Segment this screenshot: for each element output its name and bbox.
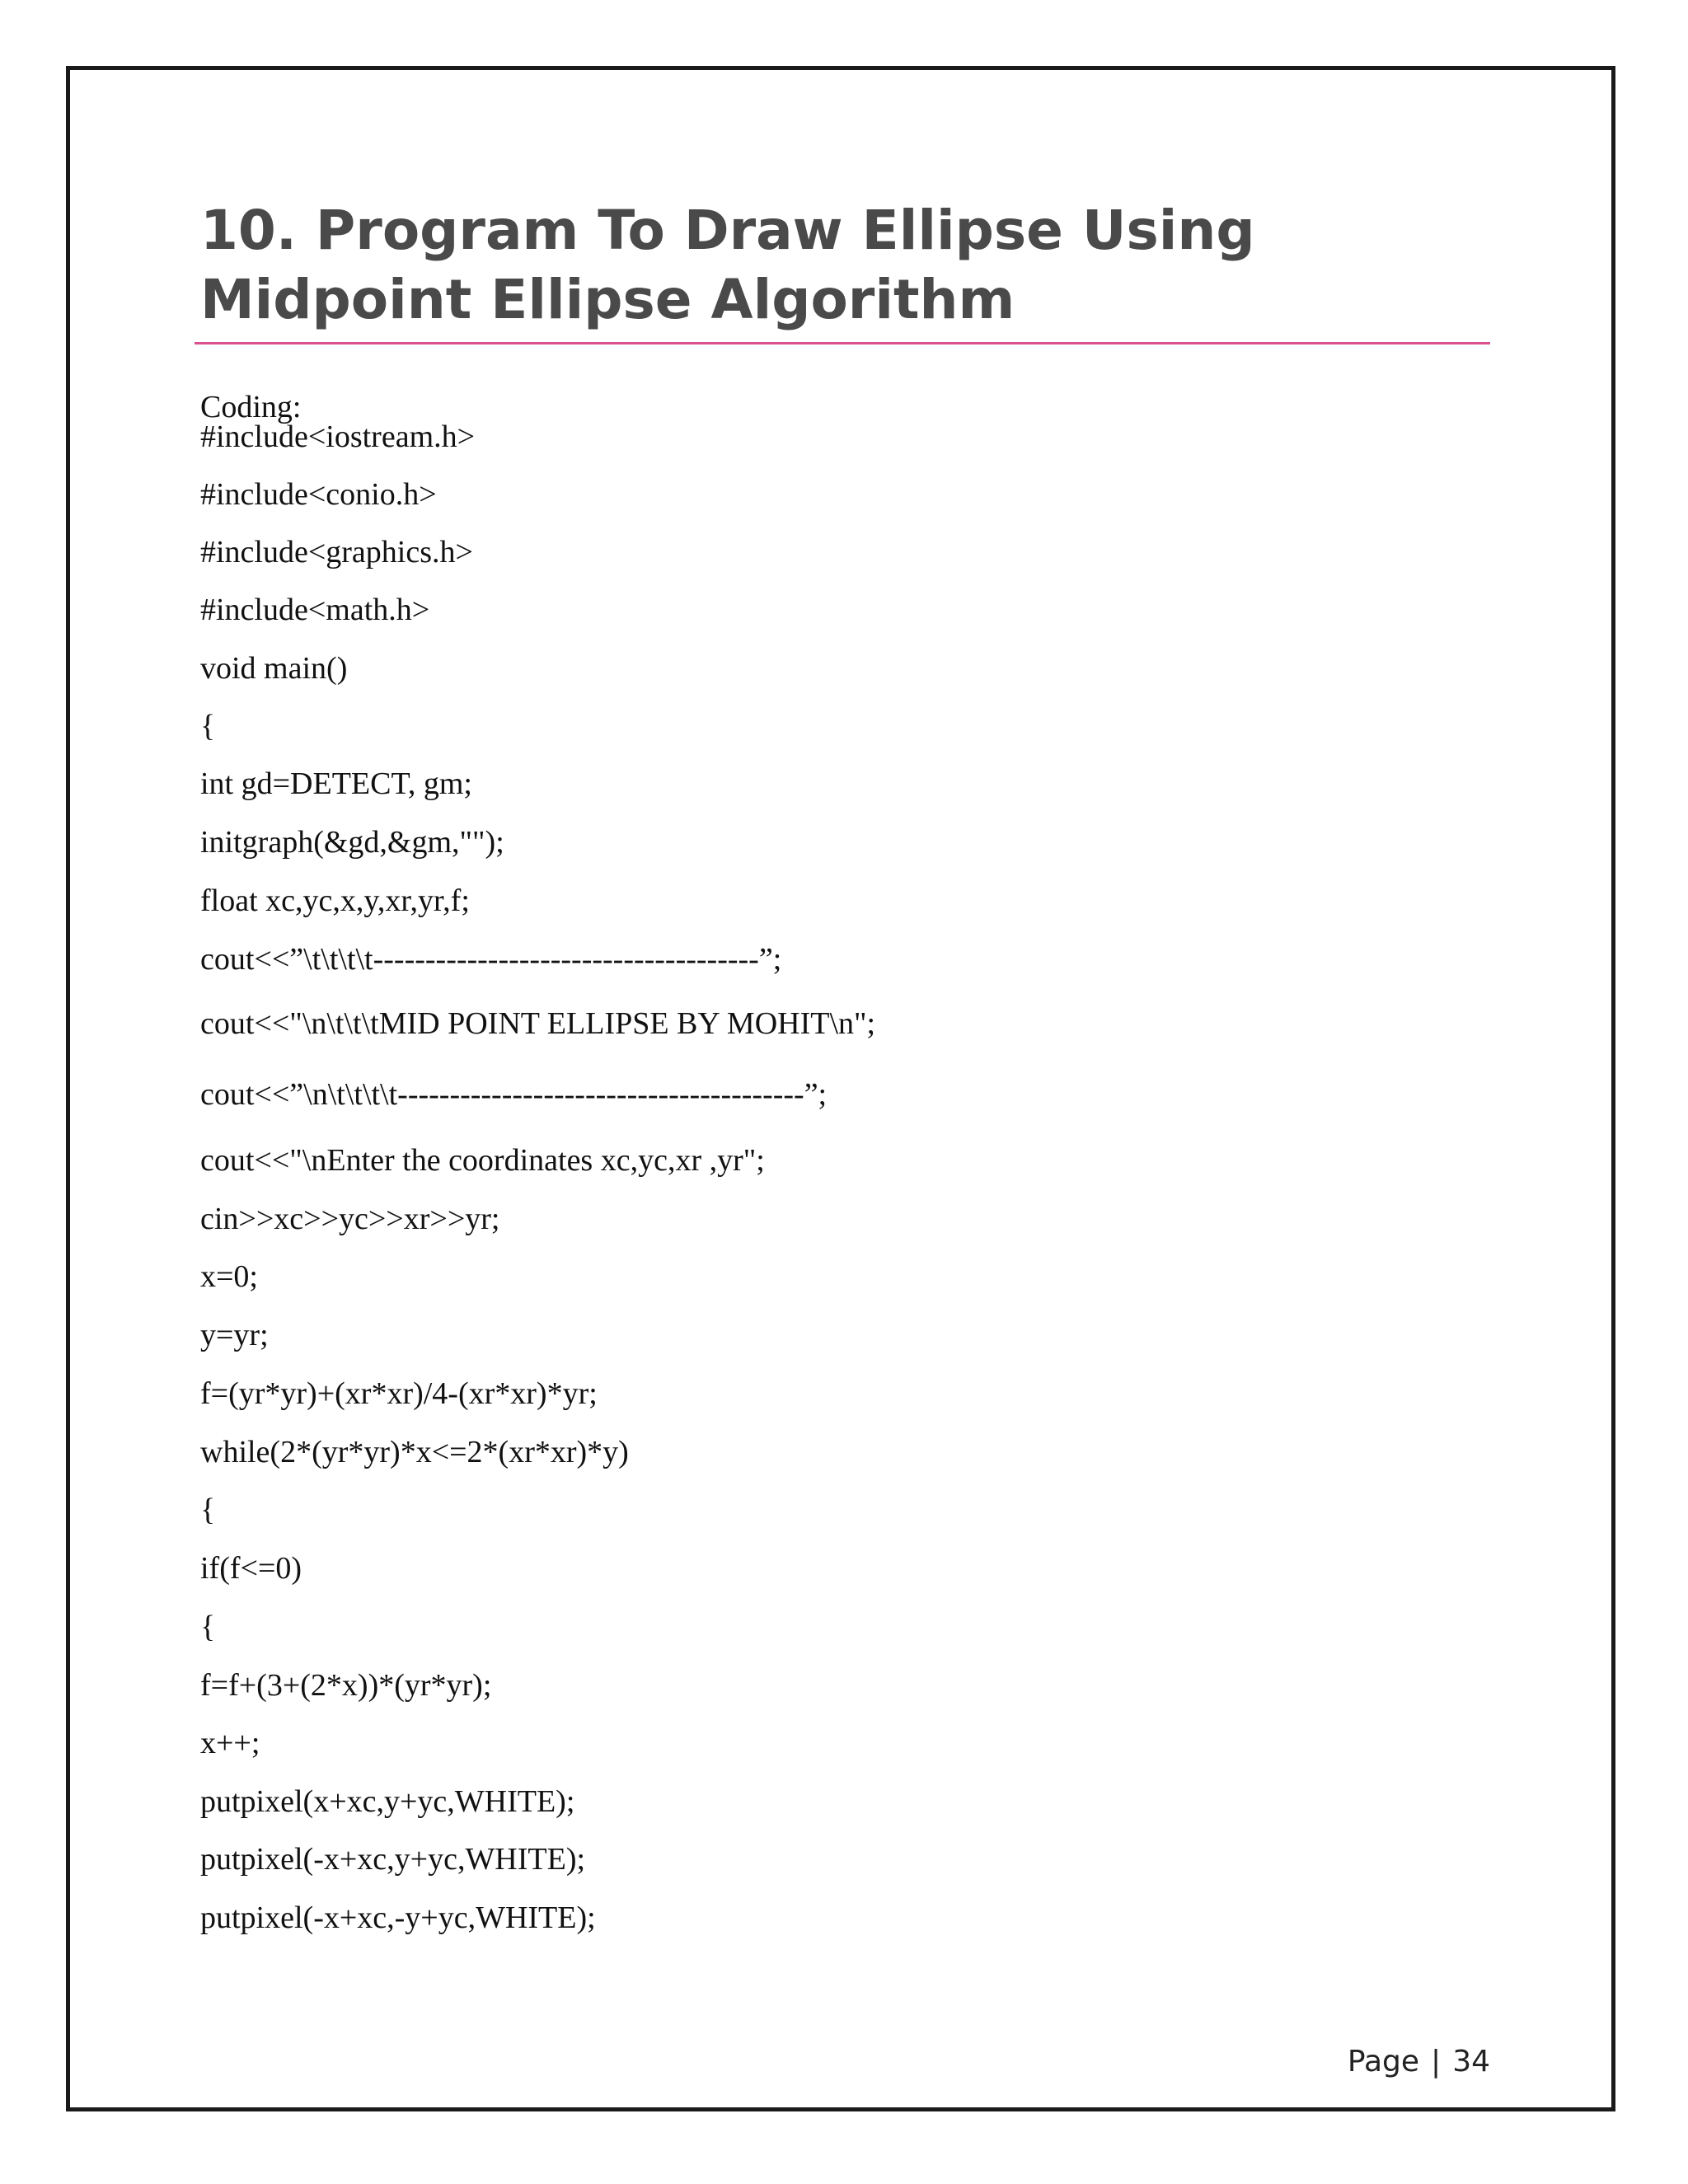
code-line: y=yr; xyxy=(200,1318,269,1352)
page-label: Page xyxy=(1347,2045,1420,2079)
code-line: #include<graphics.h> xyxy=(200,535,473,569)
page-separator: | xyxy=(1431,2045,1442,2079)
code-line: cout<<”\n\t\t\t\t---------------------------------------”; xyxy=(200,1077,828,1112)
code-line: void main() xyxy=(200,651,348,686)
page-number: 34 xyxy=(1452,2045,1490,2079)
code-line: cout<<"\nEnter the coordinates xc,yc,xr ,yr"; xyxy=(200,1143,765,1178)
code-line: #include<math.h> xyxy=(200,593,430,627)
code-line: putpixel(x+xc,y+yc,WHITE); xyxy=(200,1784,575,1819)
page-title: 10. Program To Draw Ellipse Using Midpoint Ellipse Algorithm xyxy=(200,199,1255,331)
coding-label: Coding: xyxy=(200,390,302,424)
code-line: x++; xyxy=(200,1726,260,1760)
code-line: #include<conio.h> xyxy=(200,477,437,512)
code-line: putpixel(-x+xc,-y+yc,WHITE); xyxy=(200,1900,596,1935)
code-line: while(2*(yr*yr)*x<=2*(xr*xr)*y) xyxy=(200,1435,629,1469)
code-line: cout<<”\t\t\t\t-------------------------------------”; xyxy=(200,942,782,977)
code-line: x=0; xyxy=(200,1259,258,1294)
code-line: int gd=DETECT, gm; xyxy=(200,766,472,801)
code-line: float xc,yc,x,y,xr,yr,f; xyxy=(200,883,470,918)
code-line: cin>>xc>>yc>>xr>>yr; xyxy=(200,1202,500,1236)
code-line: { xyxy=(200,1610,216,1644)
code-line: cout<<"\n\t\t\tMID POINT ELLIPSE BY MOHIT\n"; xyxy=(200,1006,876,1041)
code-line: #include<iostream.h> xyxy=(200,419,476,454)
code-line: f=f+(3+(2*x))*(yr*yr); xyxy=(200,1668,492,1703)
code-line: initgraph(&gd,&gm,""); xyxy=(200,825,504,860)
code-line: { xyxy=(200,709,216,743)
code-line: f=(yr*yr)+(xr*xr)/4-(xr*xr)*yr; xyxy=(200,1376,598,1411)
page-footer xyxy=(1329,2008,1490,2080)
code-line: putpixel(-x+xc,y+yc,WHITE); xyxy=(200,1842,586,1877)
code-line: { xyxy=(200,1493,216,1527)
code-line: if(f<=0) xyxy=(200,1551,302,1586)
title-underline xyxy=(195,342,1490,344)
